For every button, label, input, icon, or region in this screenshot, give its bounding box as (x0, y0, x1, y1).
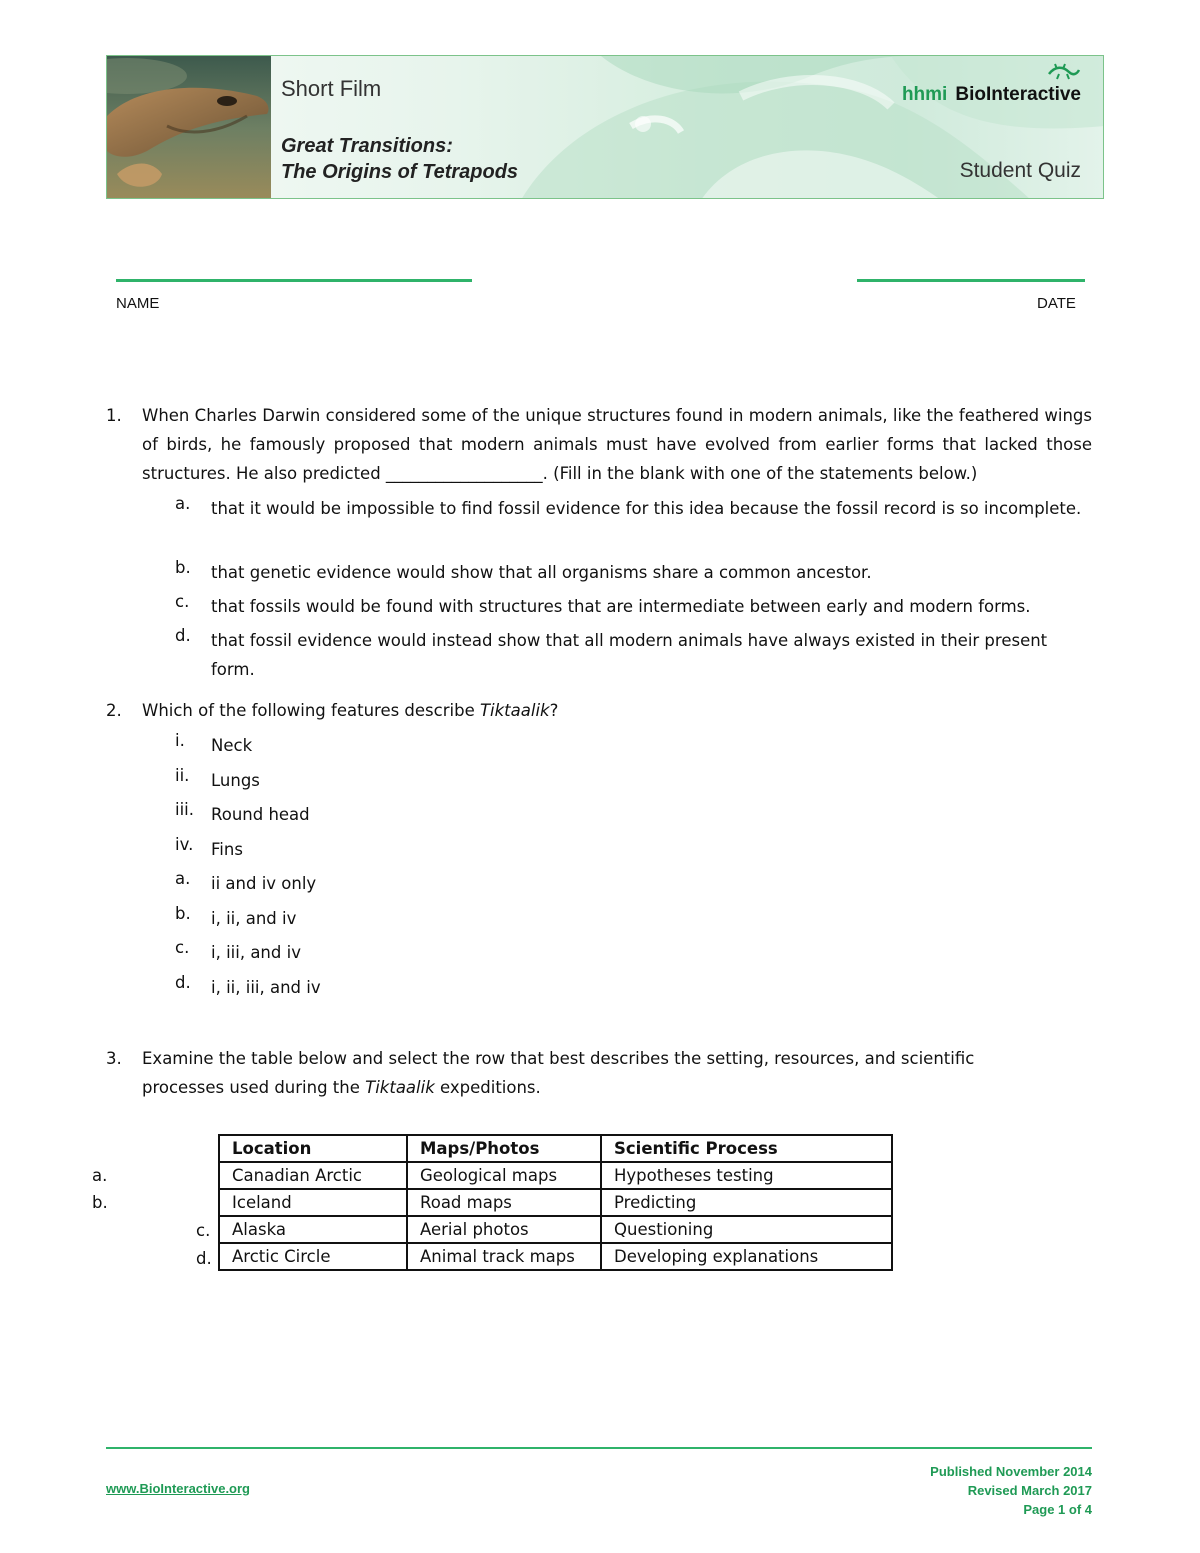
q2-option-b-text: i, ii, and iv (211, 909, 297, 928)
q3-number: 3. (106, 1049, 122, 1068)
q2-number: 2. (106, 701, 122, 720)
q2-option-a-text: ii and iv only (211, 874, 317, 893)
table-cell: Road maps (407, 1189, 601, 1216)
table-cell: Iceland (219, 1189, 407, 1216)
q2-feature-iii-text: Round head (211, 805, 310, 824)
page-number: Page 1 of 4 (1023, 1502, 1092, 1517)
table-cell: Arctic Circle (219, 1243, 407, 1270)
q2-option-c-label: c. (175, 938, 190, 957)
q2-option-b-label: b. (175, 904, 191, 923)
q3-row-c-letter: c. (196, 1221, 211, 1240)
q2-option-c-text: i, iii, and iv (211, 943, 301, 962)
film-title (281, 133, 518, 185)
film-title-line2: The Origins of Tetrapods (281, 161, 519, 183)
q3-row-a-letter: a. (92, 1166, 108, 1185)
table-cell: Questioning (601, 1216, 892, 1243)
q2-option-a-label: a. (175, 869, 191, 888)
footer-publication-info (930, 1462, 1092, 1519)
revised-date: Revised March 2017 (967, 1483, 1092, 1498)
table-header-cell: Location (219, 1135, 407, 1162)
name-line[interactable] (116, 279, 472, 282)
date-label: DATE (1037, 295, 1076, 312)
biointeractive-website-link[interactable]: www.BioInteractive.org (106, 1481, 250, 1496)
date-line[interactable] (857, 279, 1085, 282)
q2-text: Which of the following features describe Tiktaalik? (142, 701, 559, 720)
table-cell: Developing explanations (601, 1243, 892, 1270)
q2-feature-i-text: Neck (211, 736, 253, 755)
table-cell: Aerial photos (407, 1216, 601, 1243)
table-cell: Geological maps (407, 1162, 601, 1189)
table-cell: Hypotheses testing (601, 1162, 892, 1189)
q3-text: Examine the table below and select the row that best describes the setting, resources, and scientific processes used during the Tiktaalik expeditions. (142, 1049, 975, 1097)
name-label: NAME (116, 295, 160, 312)
doc-type-label: Student Quiz (959, 159, 1081, 182)
table-header-row (219, 1135, 892, 1162)
hhmi-biointeractive-logo (902, 76, 1081, 106)
tetrapod-fossil-photo (107, 56, 271, 199)
q2-feature-ii-text: Lungs (211, 771, 260, 790)
q3-species-name: Tiktaalik (365, 1078, 435, 1097)
q2-species-name: Tiktaalik (479, 701, 550, 720)
q1-option-c-label: c. (175, 592, 190, 611)
published-date: Published November 2014 (930, 1464, 1092, 1479)
q3-row-b-letter: b. (92, 1193, 108, 1212)
q2-feature-iii-label: iii. (175, 800, 194, 819)
q2-option-d-text: i, ii, iii, and iv (211, 978, 321, 997)
table-row (219, 1216, 892, 1243)
q2-feature-iv-label: iv. (175, 835, 194, 854)
logo-hhmi-text: hhmi (901, 84, 948, 105)
table-row (219, 1162, 892, 1189)
q2-option-d-label: d. (175, 973, 191, 992)
q2-feature-iv-text: Fins (211, 840, 243, 859)
q2-feature-i-label: i. (175, 731, 185, 750)
film-type-label: Short Film (281, 76, 382, 101)
table-header-cell: Maps/Photos (407, 1135, 601, 1162)
film-title-line1: Great Transitions: (281, 135, 453, 157)
q1-option-d-label: d. (175, 626, 191, 645)
q1-option-b-label: b. (175, 558, 191, 577)
q2-feature-ii-label: ii. (175, 766, 190, 785)
q3-table (218, 1134, 893, 1271)
footer-divider (106, 1447, 1092, 1449)
table-cell: Animal track maps (407, 1243, 601, 1270)
logo-biointeractive-text: BioInteractive (955, 84, 1081, 105)
q1-text: When Charles Darwin considered some of the unique structures found in modern animals, like the feathered wings of birds, he famously proposed that modern animals must have evolved from earlier forms that lacked those structures. He also predicted ___________________. (Fill in the blank with one of the statements below.) (142, 406, 1092, 483)
table-cell: Canadian Arctic (219, 1162, 407, 1189)
q1-option-b-text: that genetic evidence would show that all organisms share a common ancestor. (211, 563, 872, 582)
q1-option-a-text: that it would be impossible to find fossil evidence for this idea because the fossil record is so incomplete. (211, 499, 1082, 518)
table-row (219, 1189, 892, 1216)
q1-number: 1. (106, 406, 122, 425)
table-cell: Alaska (219, 1216, 407, 1243)
table-header-cell: Scientific Process (601, 1135, 892, 1162)
q1-option-d-text: that fossil evidence would instead show that all modern animals have always existed in their present form. (211, 631, 1048, 679)
lizard-logo-icon (1047, 62, 1081, 82)
table-row (219, 1243, 892, 1270)
q3-row-d-letter: d. (196, 1249, 212, 1268)
table-cell: Predicting (601, 1189, 892, 1216)
q1-option-a-label: a. (175, 494, 191, 513)
header-banner (106, 55, 1104, 199)
q1-option-c-text: that fossils would be found with structures that are intermediate between early and modern forms. (211, 597, 1031, 616)
